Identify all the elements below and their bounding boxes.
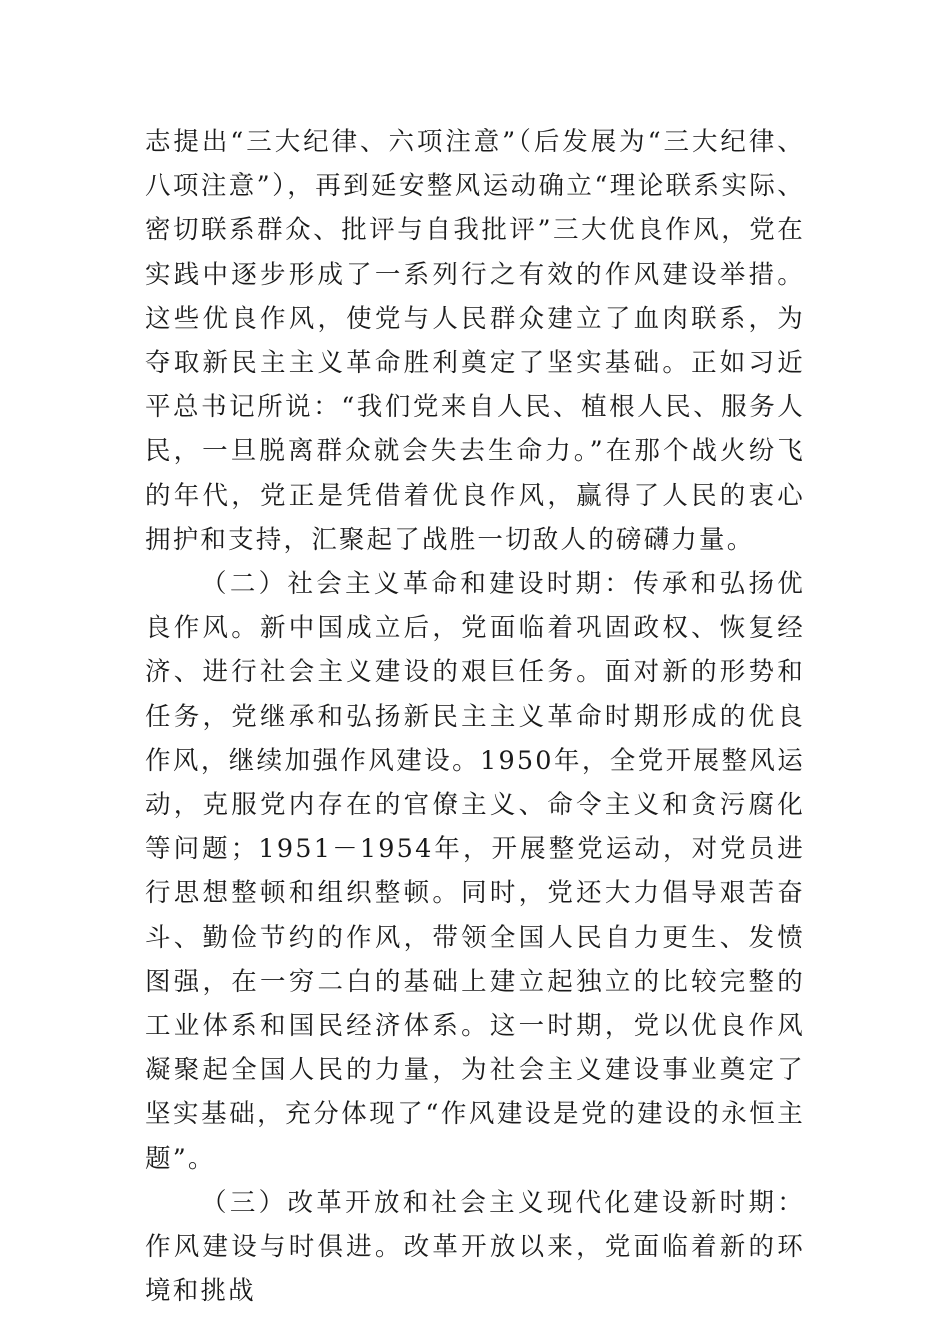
paragraph-section-two: （二）社会主义革命和建设时期：传承和弘扬优良作风。新中国成立后，党面临着巩固政权、恢复经济、进行社会主义建设的艰巨任务。面对新的形势和任务，党继承和弘扬新民主主义革命时期形成的优良作风，继续加强作风建设。1950年，全党开展整风运动，克服党内存在的官僚主义、命令主义和贪污腐化等问题；1951－1954年，开展整党运动，对党员进行思想整顿和组织整顿。同时，党还大力倡导艰苦奋斗、勤俭节约的作风，带领全国人民自力更生、发愤图强，在一穷二白的基础上建立起独立的比较完整的工业体系和国民经济体系。这一时期，党以优良作风凝聚起全国人民的力量，为社会主义建设事业奠定了坚实基础，充分体现了“作风建设是党的建设的永恒主题”。 (145, 569, 805, 1174)
paragraph-continuation: 志提出“三大纪律、六项注意”（后发展为“三大纪律、八项注意”），再到延安整风运动确立“理论联系实际、密切联系群众、批评与自我批评”三大优良作风，党在实践中逐步形成了一系列行之有效的作风建设举措。这些优良作风，使党与人民群众建立了血肉联系，为夺取新民主主义革命胜利奠定了坚实基础。正如习近平总书记所说：“我们党来自人民、植根人民、服务人民，一旦脱离群众就会失去生命力。”在那个战火纷飞的年代，党正是凭借着优良作风，赢得了人民的衷心拥护和支持，汇聚起了战胜一切敌人的磅礴力量。 (145, 127, 805, 555)
paragraph-section-three: （三）改革开放和社会主义现代化建设新时期：作风建设与时俱进。改革开放以来，党面临着新的环境和挑战 (145, 1187, 805, 1307)
document-page (145, 120, 805, 1313)
